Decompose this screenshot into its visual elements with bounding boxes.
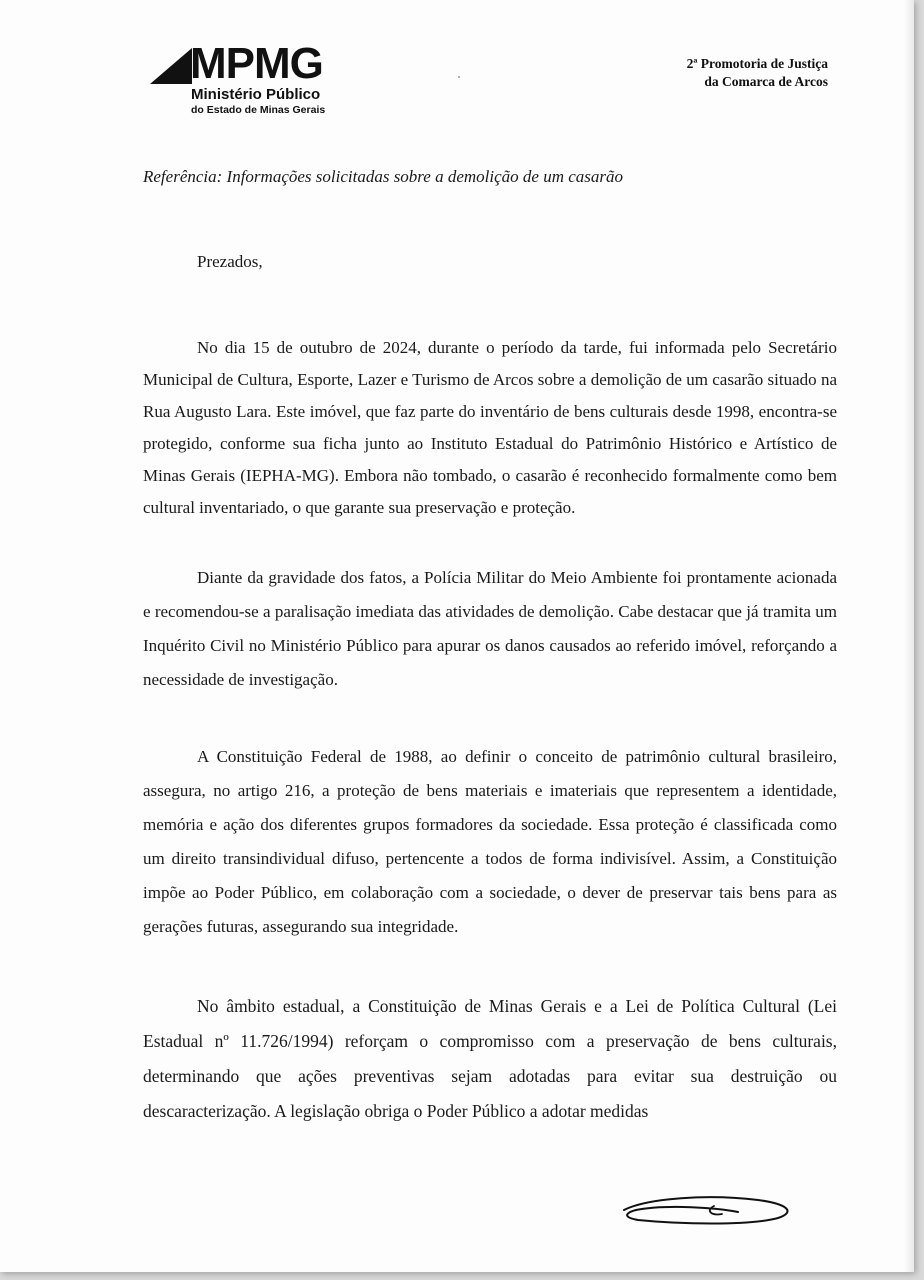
paragraph-3: A Constituição Federal de 1988, ao definir o conceito de patrimônio cultural brasileiro, assegura, no artigo 216, a proteção de bens materiais e imateriais que representem a identidade, memória e ação dos diferentes grupos formadores da sociedade. Essa proteção é classificada como um direito transindividual difuso, pertencente a todos de forma indivisível. Assim, a Constituição impõe ao Poder Público, em colaboração com a sociedade, o dever de preservar tais bens para as gerações futuras, assegurando sua integridade. (143, 747, 837, 936)
office-line-1: 2ª Promotoria de Justiça (686, 56, 828, 71)
mpmg-logo (150, 39, 350, 119)
scan-speck (458, 76, 460, 78)
office-line-2: da Comarca de Arcos (704, 74, 828, 89)
logo-institution-name: Ministério Público (191, 86, 321, 103)
paragraph-2: Diante da gravidade dos fatos, a Polícia Militar do Meio Ambiente foi prontamente acionada e recomendou-se a paralisação imediata das atividades de demolição. Cabe destacar que já tramita um Inquérito Civil no Ministério Público para apurar os danos causados ao referido imóvel, reforçando a necessidade de investigação. (143, 568, 837, 689)
handwritten-signature-icon (618, 1190, 798, 1230)
greeting: Prezados, (197, 252, 263, 271)
reference-line: Referência: Informações solicitadas sobre a demolição de um casarão (143, 167, 624, 186)
logo-institution-subtitle: do Estado de Minas Gerais (191, 104, 326, 116)
paragraph-1: No dia 15 de outubro de 2024, durante o período da tarde, fui informada pelo Secretário Municipal de Cultura, Esporte, Lazer e Turismo de Arcos sobre a demolição de um casarão situado na Rua Augusto Lara. Este imóvel, que faz parte do inventário de bens culturais desde 1998, encontra-se protegido, conforme sua ficha junto ao Instituto Estadual do Patrimônio Histórico e Artístico de Minas Gerais (IEPHA-MG). Embora não tombado, o casarão é reconhecido formalmente como bem cultural inventariado, o que garante sua preservação e proteção. (143, 338, 837, 517)
office-header (687, 55, 828, 91)
logo-acronym: MPMG (190, 39, 323, 88)
paragraph-4: No âmbito estadual, a Constituição de Minas Gerais e a Lei de Política Cultural (Lei Estadual nº 11.726/1994) reforçam o compromisso com a preservação de bens culturais, determinando que ações preventivas sejam adotadas para evitar sua destruição ou descaracterização. A legislação obriga o Poder Público a adotar medidas (143, 996, 837, 1121)
